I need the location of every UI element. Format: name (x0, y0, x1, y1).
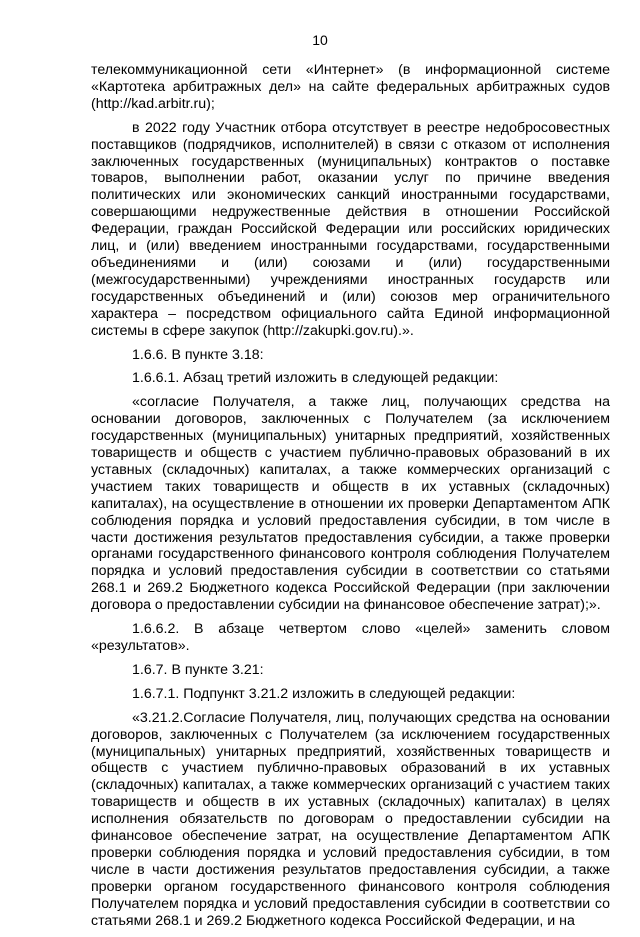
paragraph: 1.6.6.1. Абзац третий изложить в следующей редакции: (132, 370, 499, 387)
paragraph: 1.6.6.2. В абзаце четвертом слово «целей» заменить словом «результатов». (91, 621, 610, 654)
page-number: 10 (312, 32, 328, 48)
paragraph: 1.6.7.1. Подпункт 3.21.2 изложить в следующей редакции: (132, 685, 516, 702)
paragraph: 1.6.7. В пункте 3.21: (132, 661, 264, 678)
paragraph: в 2022 году Участник отбора отсутствует в реестре недобросовестных поставщиков (подрядчиков, исполнителей) в связи с отказом от исполнения заключенных государственных (муниципальных) контрактов о поставке товаров, выполнении работ, оказании услуг по причине введения политических или экономических санкций иностранными государствами, совершающими недружественные действия в отношении Российской Федерации, граждан Российской Федерации или российских юридических лиц, и (или) введением иностранными государствами, государственными объединениями и (или) союзами и (или) государственными (межгосударственными) учреждениями иностранных государств или государственных объединений и (или) союзов мер ограничительного характера – посредством официального сайта Единой информационной системы в сфере закупок (http://zakupki.gov.ru).». (91, 119, 610, 339)
paragraph: «согласие Получателя, а также лиц, получающих средства на основании договоров, заключенных с Получателем (за исключением государственных (муниципальных) унитарных предприятий, хозяйственных товариществ и обществ с участием публично-правовых образований в их уставных (складочных) капиталах, а также коммерческих организаций с участием таких товариществ и обществ в их уставных (складочных) капиталах), на осуществление в отношении их проверки Департаментом АПК соблюдения порядка и условий предоставления субсидии, в том числе в части достижения результатов предоставления субсидии, а также проверки органами государственного финансового контроля соблюдения Получателем порядка и условий предоставления субсидии в соответствии со статьями 268.1 и 269.2 Бюджетного кодекса Российской Федерации (при заключении договора о предоставлении субсидии на финансовое обеспечение затрат);». (91, 394, 610, 614)
paragraph: «3.21.2.Согласие Получателя, лиц, получающих средства на основании договоров, заключенных с Получателем (за исключением государственных (муниципальных) унитарных предприятий, хозяйственных товариществ и обществ с участием публично-правовых образований в их уставных (складочных) капиталах, а также коммерческих организаций с участием таких товариществ и обществ в их уставных (складочных) капиталах) в целях исполнения обязательств по договорам о предоставлении субсидии на финансовое обеспечение затрат, на осуществление Департаментом АПК проверки соблюдения порядка и условий предоставления субсидии, в том числе в части достижения результатов предоставления субсидии, а также проверки органом государственного финансового контроля соблюдения Получателем порядка и условий предоставления субсидии в соответствии со статьями 268.1 и 269.2 Бюджетного кодекса Российской Федерации, и на (91, 709, 610, 929)
document-body (91, 62, 610, 937)
paragraph: 1.6.6. В пункте 3.18: (132, 346, 264, 363)
paragraph-continuation: телекоммуникационной сети «Интернет» (в информационной системе «Картотека арбитражных дел» на сайте федеральных арбитражных судов (http://kad.arbitr.ru); (91, 62, 610, 112)
